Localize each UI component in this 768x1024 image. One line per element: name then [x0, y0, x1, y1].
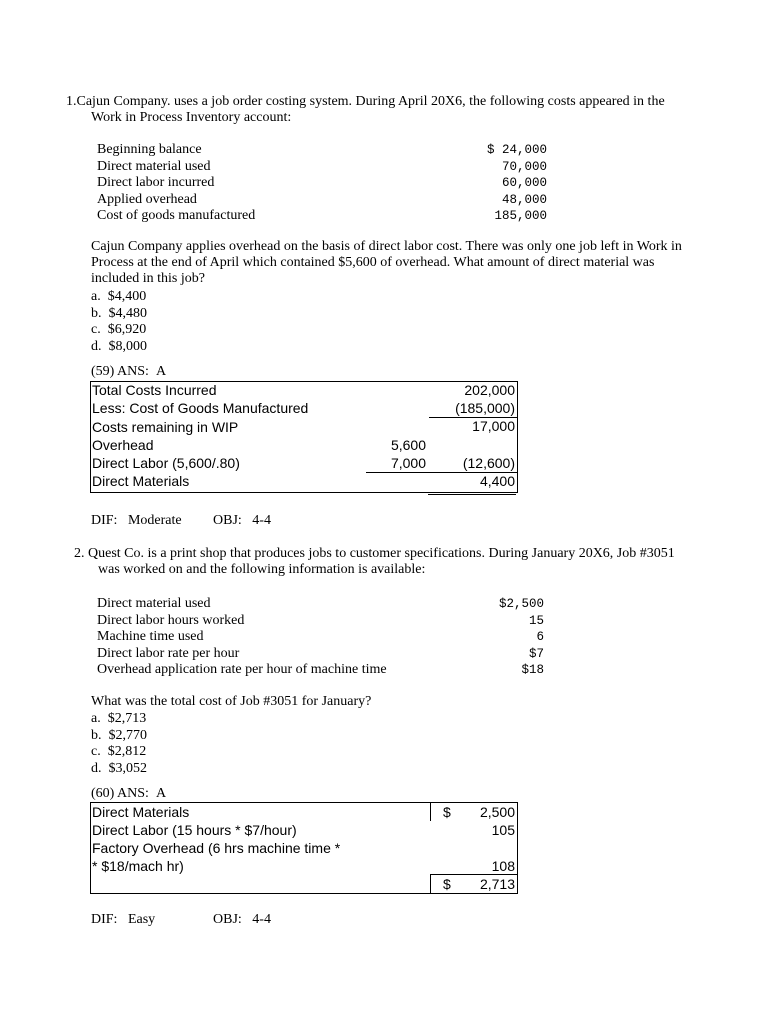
table-row-subtotal: 5,600: [390, 437, 426, 453]
list-item: Direct labor rate per hour $7: [97, 645, 544, 661]
table-row-subtotal: 7,000: [390, 455, 426, 471]
table-row-label: Total Costs Incurred: [92, 382, 217, 398]
table-row-total: 17,000: [472, 418, 515, 434]
table-row-label: * $18/mach hr): [92, 858, 184, 874]
question-1-line-1: Cajun Company. uses a job order costing system. During April 20X6, the following costs appeared in the: [76, 94, 665, 109]
choice-d: d. $3,052: [91, 760, 147, 776]
table-row-label: Costs remaining in WIP: [92, 419, 239, 435]
table-row-total: 2,500: [479, 804, 515, 820]
choice-a: a. $4,400: [91, 289, 147, 304]
question-1-objective: OBJ: 4-4: [213, 513, 271, 528]
list-item: Cost of goods manufactured 185,000: [97, 208, 547, 223]
question-2-info-list: [97, 596, 544, 679]
question-1-line-2: Work in Process Inventory account:: [91, 110, 292, 125]
choice-c: c. $2,812: [91, 744, 147, 759]
question-2-line-1: Quest Co. is a print shop that produces jobs to customer specifications. During January 20X6, Job #3051: [88, 546, 675, 561]
table-row-label: Direct Labor (15 hours * $7/hour): [92, 822, 297, 838]
list-item: Applied overhead 48,000: [97, 191, 547, 207]
table-row-total: 202,000: [464, 382, 515, 398]
question-1-answer: (59) ANS: A: [91, 364, 167, 379]
table-row-label: Overhead: [92, 437, 154, 453]
table-row-total: 105: [491, 822, 515, 838]
table-row-total: (12,600): [462, 455, 515, 471]
question-2-stem: [74, 546, 714, 578]
choice-c: c. $6,920: [91, 322, 147, 337]
question-2-objective: OBJ: 4-4: [213, 912, 271, 927]
table-row-label: Factory Overhead (6 hrs machine time *: [92, 840, 341, 856]
table-row-total: (185,000): [455, 400, 515, 416]
list-item: Overhead application rate per hour of machine time $18: [97, 662, 544, 677]
currency-symbol: $: [443, 876, 451, 892]
table-row-total: 4,400: [479, 473, 515, 489]
question-2-difficulty: DIF: Easy: [91, 912, 156, 927]
question-1-paragraph: Cajun Company applies overhead on the basis of direct labor cost. There was only one job left in Work in Process at the end of April which contained $5,600 of overhead. What amount of direct material was included in this job?: [91, 239, 682, 286]
table-row-label: Direct Labor (5,600/.80): [92, 455, 240, 471]
list-item: Direct labor hours worked 15: [97, 612, 544, 628]
table-row-label: Direct Materials: [92, 804, 190, 820]
underline: [431, 874, 517, 875]
question-2-answer: (60) ANS: A: [91, 786, 167, 801]
column-divider: [430, 874, 431, 893]
column-divider: [430, 803, 431, 821]
question-2-choices: [91, 711, 147, 777]
double-underline: [428, 494, 516, 495]
question-1-solution-table: [90, 381, 518, 493]
table-row-label: Less: Cost of Goods Manufactured: [92, 400, 309, 416]
question-1-number: 1.: [66, 94, 77, 109]
question-1-cost-list: [97, 142, 547, 225]
choice-a: a. $2,713: [91, 711, 147, 726]
choice-b: b. $4,480: [91, 305, 147, 321]
question-2-line-2: was worked on and the following information is available:: [98, 562, 426, 577]
question-1-stem: [66, 94, 706, 126]
table-row-label: Direct Materials: [92, 473, 190, 489]
question-2-solution-table: [90, 802, 518, 894]
table-row-total: 108: [491, 858, 515, 874]
table-row-total: 2,713: [479, 876, 515, 892]
question-1-difficulty: DIF: Moderate: [91, 513, 182, 528]
list-item: Direct labor incurred 60,000: [97, 175, 547, 190]
question-2-question: What was the total cost of Job #3051 for January?: [91, 694, 372, 709]
question-1-choices: [91, 289, 147, 355]
choice-d: d. $8,000: [91, 338, 147, 354]
list-item: Beginning balance $ 24,000: [97, 142, 547, 157]
list-item: Direct material used $2,500: [97, 596, 544, 611]
choice-b: b. $2,770: [91, 727, 147, 743]
currency-symbol: $: [443, 804, 451, 820]
list-item: Direct material used 70,000: [97, 158, 547, 174]
list-item: Machine time used 6: [97, 629, 544, 644]
question-2-number: 2.: [74, 546, 85, 561]
